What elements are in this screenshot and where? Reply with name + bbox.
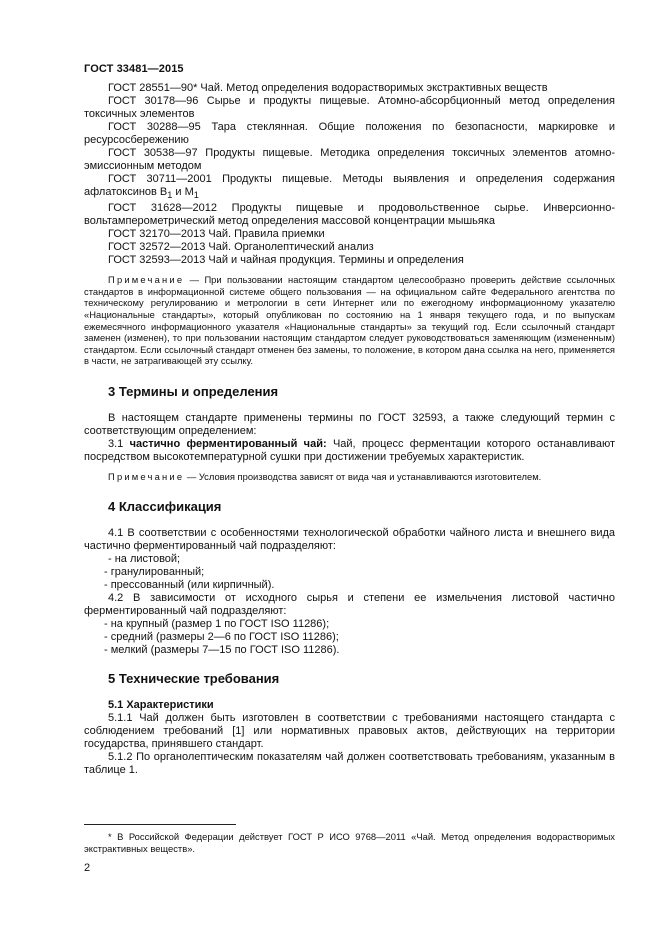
footnote-divider [84, 824, 236, 825]
list-item: - на листовой; [108, 552, 181, 565]
section-4-heading: 4 Классификация [108, 498, 222, 514]
list-item: - средний (размеры 2—6 по ГОСТ ISO 11286); [104, 630, 339, 643]
list-item: - на крупный (размер 1 по ГОСТ ISO 11286); [104, 617, 330, 630]
section-3-heading: 3 Термины и определения [108, 383, 279, 399]
footnote: * В Российской Федерации действует ГОСТ Р ИСО 9768—2011 «Чай. Метод определения водорастворимых экстрактивных веществ». [84, 831, 615, 854]
reference-item: ГОСТ 30288—95 Тара стеклянная. Общие положения по безопасности, маркировке и ресурсосбережению [84, 121, 615, 146]
reference-item: ГОСТ 32170—2013 Чай. Правила приемки [108, 228, 325, 241]
document-header: ГОСТ 33481—2015 [84, 63, 184, 75]
reference-item: ГОСТ 28551—90* Чай. Метод определения водорастворимых экстрактивных веществ [108, 82, 548, 94]
section-5-heading: 5 Технические требования [108, 670, 280, 686]
reference-item: ГОСТ 30178—96 Сырье и продукты пищевые. Атомно-абсорбционный метод определения токсичных элементов [84, 95, 615, 120]
clause-5-1-1: 5.1.1 Чай должен быть изготовлен в соответствии с требованиями настоящего стандарта с соблюдением требований [1] или нормативных правовых актов, действующих на территории государства, принявшего стандарт. [84, 711, 615, 750]
list-item: - прессованный (или кирпичный). [104, 578, 275, 591]
reference-item: ГОСТ 32593—2013 Чай и чайная продукция. Термины и определения [108, 254, 464, 267]
list-item: - мелкий (размеры 7—15 по ГОСТ ISO 11286). [104, 643, 340, 656]
note-label: Примечание [108, 274, 185, 286]
subsection-5-1-heading: 5.1 Характеристики [108, 698, 214, 711]
page-number: 2 [84, 862, 91, 874]
page-content [84, 82, 615, 777]
note-label: Примечание [108, 470, 185, 482]
clause-4-2: 4.2 В зависимости от исходного сырья и степени ее измельчения листовой частично ферментированный чай подразделяют: [84, 591, 615, 617]
references-note: Примечание — При пользовании настоящим стандартом целесообразно проверить действие ссылочных стандартов в информационной системе общего пользования — на официальном сайте Федерального агентства по техническому регулированию и метрологии в сети Интернет или по ежегодному информационному указателю «Национальные стандарты», который опубликован по состоянию на 1 января текущего года, и по выпускам ежемесячного информационного указателя «Национальные стандарты» за текущий год. Если ссылочный стандарт заменен (изменен), то при пользовании настоящим стандартом следует руководствоваться заменяющим (измененным) стандартом. Если ссылочный стандарт отменен без замены, то положение, в котором дана ссылка на него, применяется в части, не затрагивающей эту ссылку. [84, 274, 615, 367]
reference-item: ГОСТ 31628—2012 Продукты пищевые и продовольственное сырье. Инверсионно-вольтамперометрический метод определения массовой концентрации мышьяка [84, 202, 616, 228]
reference-item: ГОСТ 32572—2013 Чай. Органолептический анализ [108, 241, 374, 254]
list-item: - гранулированный; [104, 565, 205, 578]
clause-4-1: 4.1 В соответствии с особенностями технологической обработки чайного листа и внешнего вида частично ферментированный чай подразделяют: [84, 526, 615, 552]
reference-item: ГОСТ 30711—2001 Продукты пищевые. Методы выявления и определения содержания афлатоксинов $B_1$ и $M_1$ [84, 173, 615, 201]
section-3-note: Примечание — Условия производства зависят от вида чая и устанавливаются изготовителем. [108, 470, 542, 482]
section-3-intro: В настоящем стандарте применены термины по ГОСТ 32593, а также следующий термин с соответствующим определением: [84, 411, 615, 437]
term-name: частично ферментированный чай: [129, 437, 327, 450]
term-definition: 3.1 частично ферментированный чай: Чай, процесс ферментации которого останавливают посредством высокотемпературной сушки при достижении требуемых характеристик. [84, 437, 615, 463]
reference-item: ГОСТ 30538—97 Продукты пищевые. Методика определения токсичных элементов атомно-эмиссионным методом [84, 147, 616, 172]
clause-5-1-2: 5.1.2 По органолептическим показателям чай должен соответствовать требованиям, указанным в таблице 1. [84, 750, 615, 776]
